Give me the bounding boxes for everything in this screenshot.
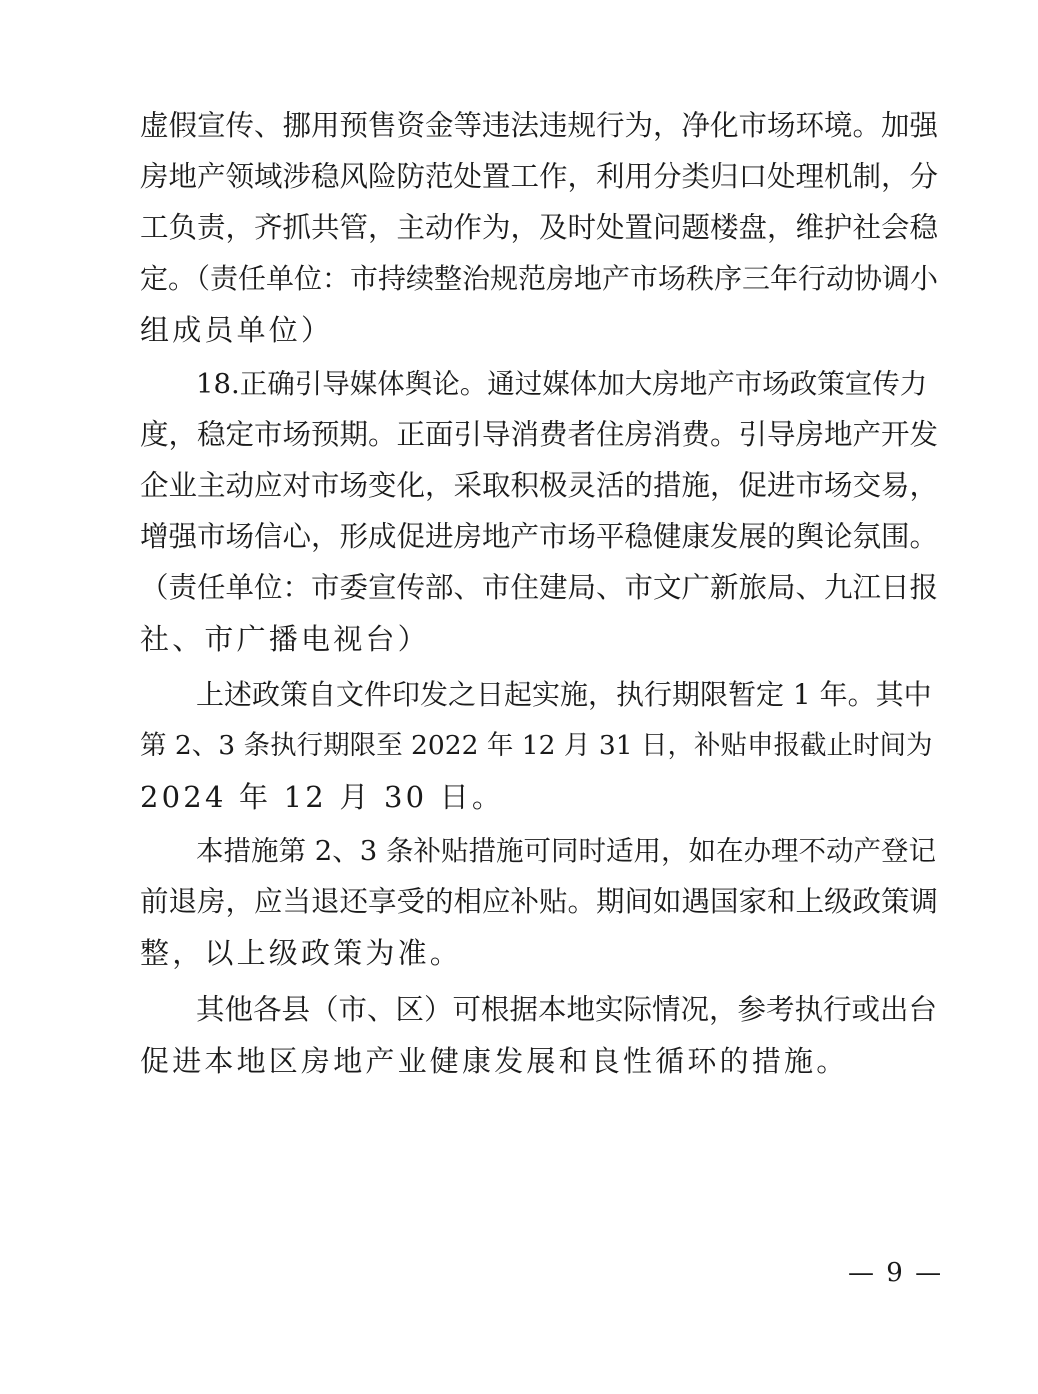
text-line: 整，以上级政策为准。 <box>140 936 463 970</box>
text-line: 促进本地区房地产业健康发展和良性循环的措施。 <box>140 1044 849 1078</box>
paragraph-first-line: 其他各县（市、区）可根据本地实际情况，参考执行或出台 <box>196 993 938 1026</box>
page-number: — 9 — <box>848 1258 944 1288</box>
text-line: 前退房，应当退还享受的相应补贴。期间如遇国家和上级政策调 <box>140 885 939 918</box>
text-line: 2024 年 12 月 30 日。 <box>140 780 505 814</box>
paragraph-first-line: 本措施第 2、3 条补贴措施可同时适用，如在办理不动产登记 <box>196 835 936 867</box>
text-line: 房地产领域涉稳风险防范处置工作，利用分类归口处理机制，分 <box>140 160 939 193</box>
item-18-heading-line: 18.正确引导媒体舆论。通过媒体加大房地产市场政策宣传力 <box>196 368 928 400</box>
text-line: 度，稳定市场预期。正面引导消费者住房消费。引导房地产开发 <box>140 418 939 451</box>
text-line: （责任单位：市委宣传部、市住建局、市文广新旅局、九江日报 <box>140 571 939 604</box>
paragraph-first-line: 上述政策自文件印发之日起实施，执行期限暂定 1 年。其中 <box>196 678 932 711</box>
text-line: 增强市场信心，形成促进房地产市场平稳健康发展的舆论氛围。 <box>140 520 939 553</box>
text-line: 组成员单位） <box>140 313 334 347</box>
text-line: 第 2、3 条执行期限至 2022 年 12 月 31 日，补贴申报截止时间为 <box>140 730 933 761</box>
text-line: 虚假宣传、挪用预售资金等违法违规行为，净化市场环境。加强 <box>140 109 939 142</box>
text-line: 社、市广播电视台） <box>140 622 430 656</box>
text-line: 定。（责任单位：市持续整治规范房地产市场秩序三年行动协调小 <box>140 262 939 295</box>
text-line: 企业主动应对市场变化，采取积极灵活的措施，促进市场交易， <box>140 469 939 502</box>
text-line: 工负责，齐抓共管，主动作为，及时处置问题楼盘，维护社会稳 <box>140 211 939 244</box>
